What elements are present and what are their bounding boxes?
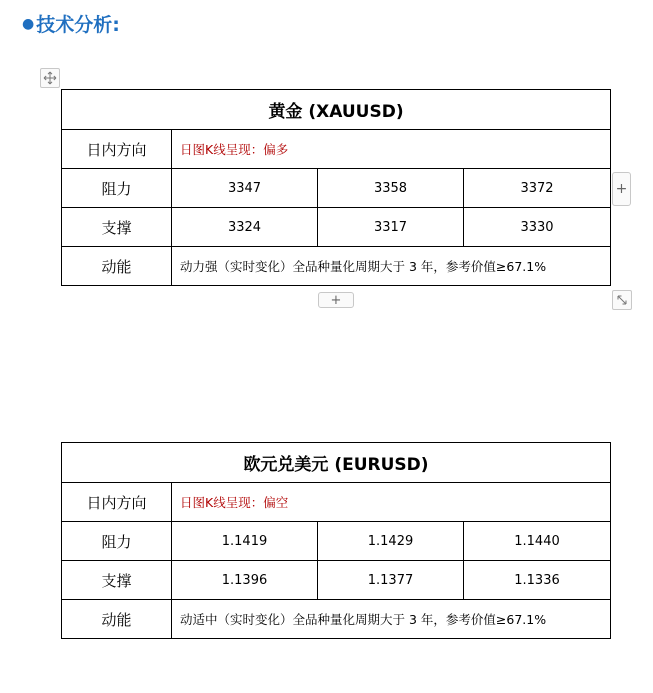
table-row [62,169,611,208]
table-row [62,247,611,286]
support-value[interactable]: 1.1396 [172,561,318,600]
add-row-button[interactable]: + [318,292,354,308]
table-resize-handle[interactable] [612,290,632,310]
resistance-value[interactable]: 3372 [464,169,611,208]
momentum-value[interactable]: 动力强（实时变化）全品种量化周期大于 3 年，参考价值≥67.1% [172,247,611,286]
support-value[interactable]: 3317 [318,208,464,247]
eurusd-table [61,442,611,639]
resistance-value[interactable]: 1.1429 [318,522,464,561]
eurusd-table-title: 欧元兑美元 (EURUSD) [62,443,611,483]
resize-icon [616,294,628,306]
direction-label[interactable]: 日内方向 [62,483,172,522]
support-label[interactable]: 支撑 [62,208,172,247]
direction-label[interactable]: 日内方向 [62,130,172,169]
table-row [62,522,611,561]
support-value[interactable]: 3330 [464,208,611,247]
move-icon [43,71,57,85]
resistance-value[interactable]: 1.1440 [464,522,611,561]
momentum-label[interactable]: 动能 [62,247,172,286]
table-row [62,600,611,639]
support-value[interactable]: 1.1336 [464,561,611,600]
resistance-label[interactable]: 阻力 [62,169,172,208]
momentum-label[interactable]: 动能 [62,600,172,639]
add-column-button[interactable]: + [612,172,631,206]
section-title: 技术分析: [36,14,120,36]
bullet-icon: ● [22,15,35,32]
resistance-value[interactable]: 3347 [172,169,318,208]
table-row [62,208,611,247]
gold-table-title: 黄金 (XAUUSD) [62,90,611,130]
support-value[interactable]: 3324 [172,208,318,247]
direction-value[interactable]: 日图K线呈现：偏多 [172,130,611,169]
table-row [62,561,611,600]
support-value[interactable]: 1.1377 [318,561,464,600]
resistance-value[interactable]: 3358 [318,169,464,208]
resistance-label[interactable]: 阻力 [62,522,172,561]
support-label[interactable]: 支撑 [62,561,172,600]
gold-table [61,89,611,286]
table-row [62,130,611,169]
table-row [62,483,611,522]
resistance-value[interactable]: 1.1419 [172,522,318,561]
table-move-handle[interactable] [40,68,60,88]
momentum-value[interactable]: 动适中（实时变化）全品种量化周期大于 3 年，参考价值≥67.1% [172,600,611,639]
section-heading [22,10,120,37]
direction-value[interactable]: 日图K线呈现：偏空 [172,483,611,522]
